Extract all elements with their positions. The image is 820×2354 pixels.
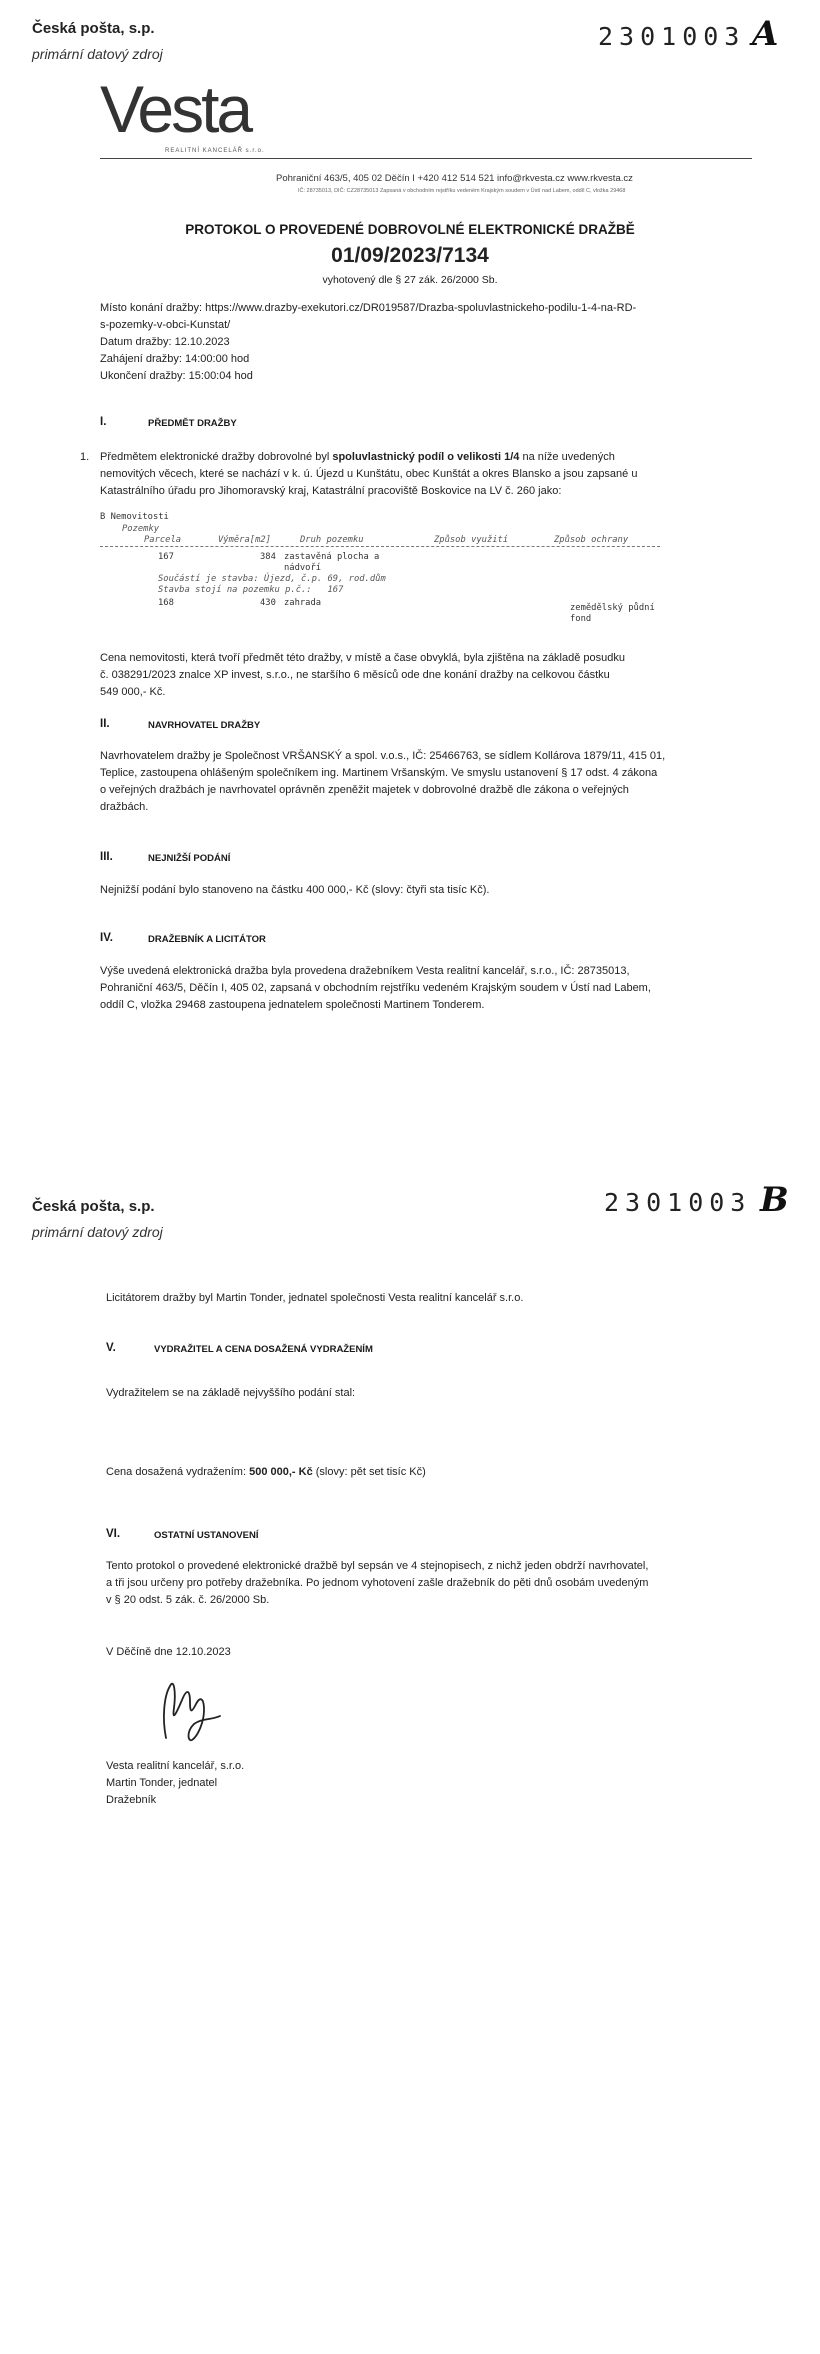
s4-line2: Pohraniční 463/5, Děčín I, 405 02, zapsaná v obchodním rejstříku vedeném Krajským soudem v Ústí nad Labem, <box>100 982 651 994</box>
winner-line: Vydražitelem se na základě nejvyššího podání stal: <box>106 1387 356 1399</box>
document-number: 2301003 <box>598 22 746 51</box>
section-5-title: VYDRAŽITEL A CENA DOSAŽENÁ VYDRAŽENÍM <box>154 1344 373 1355</box>
section-3-text: Nejnižší podání bylo stanoveno na částku 400 000,- Kč (slovy: čtyři sta tisíc Kč). <box>100 884 490 896</box>
section-6-title: OSTATNÍ USTANOVENÍ <box>154 1530 259 1541</box>
contact-line: Pohraniční 463/5, 405 02 Děčín I +420 412 514 521 info@rkvesta.cz www.rkvesta.cz <box>276 173 633 184</box>
document-letter: B <box>760 1180 789 1220</box>
registry-r1-vymera: 384 <box>260 552 276 562</box>
auction-place-1: Místo konání dražby: https://www.drazby-exekutori.cz/DR019587/Drazba-spoluvlastnickeho-podilu-1-4-na-RD- <box>100 302 637 314</box>
s6-line2: a tři jsou určeny pro potřeby dražebníka. Po jednom vyhotovení zašle dražebník do pěti dnů osobám uvedeným <box>106 1577 649 1589</box>
auction-end: Ukončení dražby: 15:00:04 hod <box>100 370 253 382</box>
protocol-page-2 <box>0 1180 820 2354</box>
price-line2: č. 038291/2023 znalce XP invest, s.r.o., ne staršího 6 měsíců ode dne konání dražby na celkovou částku <box>100 669 610 681</box>
section-1-item-number: 1. <box>80 451 90 463</box>
registry-r1-druh-2: nádvoří <box>284 563 322 573</box>
registry-r2-druh: zahrada <box>284 598 322 608</box>
registry-r1-parcela: 167 <box>158 552 174 562</box>
section-6-text <box>106 1558 746 1609</box>
registry-r2-ochrany-1: zemědělský půdní <box>570 603 655 613</box>
auction-place-2: s-pozemky-v-obci-Kunstat/ <box>100 319 231 331</box>
s4-line3: oddíl C, vložka 29468 zastoupena jednatelem společnosti Martinem Tonderem. <box>100 999 485 1011</box>
auction-meta <box>100 300 636 385</box>
licitator-line: Licitátorem dražby byl Martin Tonder, jednatel společnosti Vesta realitní kancelář s.r.o. <box>106 1292 524 1304</box>
s1-line2: nemovitých věcech, které se nachází v k. ú. Újezd u Kunštátu, obec Kunštát a okres Blansko a jsou zapsané u <box>100 468 638 480</box>
s1-line3: Katastrálního úřadu pro Jihomoravský kraj, Katastrální pracoviště Boskovice na LV č. 260 jako: <box>100 485 562 497</box>
signatory-name: Martin Tonder, jednatel <box>106 1777 218 1789</box>
registry-excerpt <box>100 512 740 632</box>
s2-line3: o veřejných dražbách je navrhovatel oprávněn zpeněžit majetek v dobrovolné dražbě dle zákona o veřejných <box>100 784 629 796</box>
s2-line2: Teplice, zastoupena ohlášeným společníkem ing. Martinem Vršanským. Ve smyslu ustanovení § 17 odst. 4 zákona <box>100 767 658 779</box>
registry-col-druh: Druh pozemku <box>300 535 364 545</box>
section-5-number: V. <box>106 1342 116 1354</box>
s1-line1-c: na níže uvedených <box>519 451 615 463</box>
vesta-logo: Vesta <box>100 72 251 146</box>
registry-col-vymera: Výměra[m2] <box>218 535 271 545</box>
registry-r1-stavba: Stavba stojí na pozemku p.č.: 167 <box>158 585 344 595</box>
protocol-reference: 01/09/2023/7134 <box>331 244 489 267</box>
signatory-company: Vesta realitní kancelář, s.r.o. <box>106 1760 245 1772</box>
final-price-line <box>106 1464 746 1481</box>
registry-note: IČ: 28735013, DIČ: CZ28735013 Zapsaná v obchodním rejstříku vedeném Krajským soudem v Ústí nad Labem, oddíl C, vložka 29468 <box>298 188 626 194</box>
registry-r2-vymera: 430 <box>260 598 276 608</box>
section-3-title: NEJNIŽŠÍ PODÁNÍ <box>148 853 231 864</box>
registry-r2-parcela: 168 <box>158 598 174 608</box>
auction-start: Zahájení dražby: 14:00:00 hod <box>100 353 250 365</box>
registry-r1-druh-1: zastavěná plocha a <box>284 552 380 562</box>
s2-line1: Navrhovatelem dražby je Společnost VRŠANSKÝ a spol. v.o.s., IČ: 25466763, se sídlem Kollárova 1879/11, 415 01, <box>100 750 666 762</box>
s1-line1-a: Předmětem elektronické dražby dobrovolné byl <box>100 451 333 463</box>
registry-col-parcela: Parcela <box>144 535 182 545</box>
signature-icon <box>150 1674 230 1748</box>
final-price-label: Cena dosažená vydražením: <box>106 1466 250 1478</box>
section-4-text <box>100 963 740 1014</box>
section-2-title: NAVRHOVATEL DRAŽBY <box>148 720 261 731</box>
section-1-number: I. <box>100 416 107 428</box>
price-line3: 549 000,- Kč. <box>100 686 166 698</box>
s4-line1: Výše uvedená elektronická dražba byla provedena dražebníkem Vesta realitní kancelář, s.r.o., IČ: 28735013, <box>100 965 630 977</box>
issued-under: vyhotovený dle § 27 zák. 26/2000 Sb. <box>322 274 498 286</box>
registry-b-header: B Nemovitosti <box>100 512 169 522</box>
protocol-title: PROTOKOL O PROVEDENÉ DOBROVOLNÉ ELEKTRONICKÉ DRAŽBĚ <box>185 222 635 237</box>
final-price-words: (slovy: pět set tisíc Kč) <box>312 1466 426 1478</box>
signatory-role: Dražebník <box>106 1794 157 1806</box>
section-2-number: II. <box>100 718 110 730</box>
s6-line1: Tento protokol o provedené elektronické dražbě byl sepsán ve 4 stejnopisech, z nichž jeden obdrží navrhovatel, <box>106 1560 649 1572</box>
document-number: 2301003 <box>604 1188 752 1217</box>
price-paragraph <box>100 650 740 701</box>
s6-line3: v § 20 odst. 5 zák. č. 26/2000 Sb. <box>106 1594 270 1606</box>
registry-header-rule <box>100 546 660 547</box>
section-4-number: IV. <box>100 932 114 944</box>
stamp-subtitle: primární datový zdroj <box>32 1224 163 1240</box>
s2-line4: dražbách. <box>100 801 149 813</box>
registry-col-vyuziti: Způsob využití <box>434 535 509 545</box>
section-3-number: III. <box>100 851 113 863</box>
signatory-block <box>106 1758 244 1809</box>
registry-r2-ochrany-2: fond <box>570 614 592 624</box>
registry-pozemky: Pozemky <box>122 524 160 534</box>
header-rule <box>100 158 752 159</box>
auction-date: Datum dražby: 12.10.2023 <box>100 336 230 348</box>
s1-line1-share: spoluvlastnický podíl o velikosti 1/4 <box>332 451 520 463</box>
stamp-name: Česká pošta, s.p. <box>32 20 155 37</box>
section-6-number: VI. <box>106 1528 121 1540</box>
document-letter: A <box>752 14 779 54</box>
section-1-text <box>100 449 740 500</box>
registry-r1-soucast: Součástí je stavba: Újezd, č.p. 69, rod.dům <box>158 574 386 584</box>
price-line1: Cena nemovitosti, která tvoří předmět této dražby, v místě a čase obvyklá, byla zjištěna na základě posudku <box>100 652 626 664</box>
final-price-value: 500 000,- Kč <box>249 1466 313 1478</box>
place-date: V Děčíně dne 12.10.2023 <box>106 1646 231 1658</box>
registry-col-ochrany: Způsob ochrany <box>554 535 629 545</box>
stamp-name: Česká pošta, s.p. <box>32 1198 155 1215</box>
section-2-text <box>100 748 740 816</box>
section-1-title: PŘEDMĚT DRAŽBY <box>148 418 237 429</box>
stamp-subtitle: primární datový zdroj <box>32 46 163 62</box>
section-4-title: DRAŽEBNÍK A LICITÁTOR <box>148 934 266 945</box>
vesta-logo-subtitle: REALITNÍ KANCELÁŘ s.r.o. <box>165 148 265 154</box>
